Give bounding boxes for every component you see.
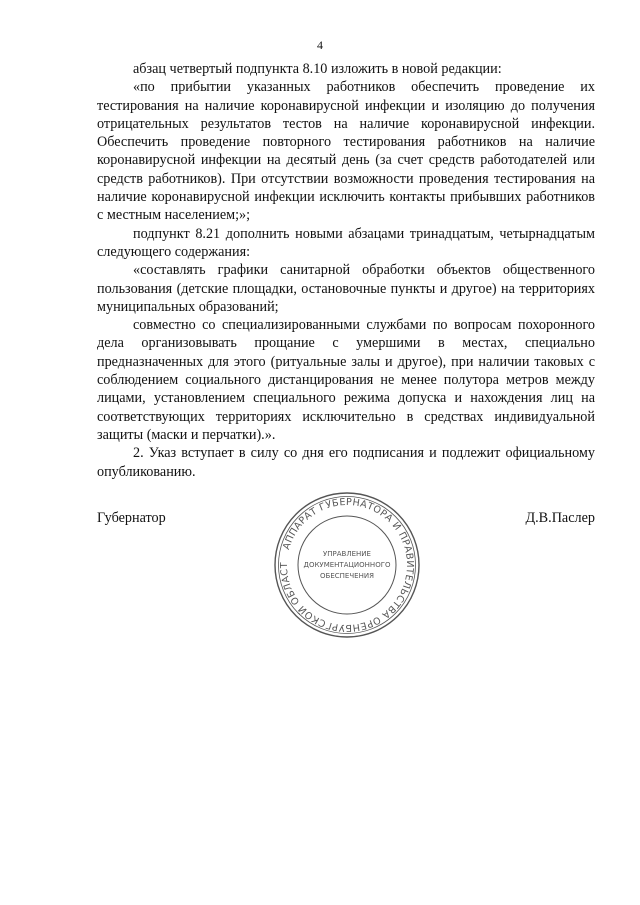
seal-center-line-1: УПРАВЛЕНИЕ	[323, 550, 371, 558]
official-seal	[272, 490, 422, 640]
paragraph-entry-into-force: 2. Указ вступает в силу со дня его подписания и подлежит официальному опубликованию.	[97, 445, 595, 480]
paragraph-sanitation-schedule: «составлять графики санитарной обработки объектов общественного пользования (детские площадки, остановочные пункты и другое) на территориях муниципальных образований;	[97, 262, 595, 315]
seal-graphic	[272, 490, 422, 640]
paragraph-amend-8-21: подпункт 8.21 дополнить новыми абзацами тринадцатым, четырнадцатым следующего содержания:	[97, 225, 595, 260]
signer-name: Д.В.Паслер	[525, 510, 595, 526]
seal-center-line-3: ОБЕСПЕЧЕНИЯ	[320, 572, 374, 580]
signer-position: Губернатор	[97, 510, 166, 526]
seal-ring-text: АППАРАТ ГУБЕРНАТОРА И ПРАВИТЕЛЬСТВА ОРЕНБУРГСКОЙ ОБЛАСТ	[278, 496, 416, 634]
seal-center-line-2: ДОКУМЕНТАЦИОННОГО	[303, 561, 391, 569]
paragraph-funeral-procedures: совместно со специализированными службами по вопросам похоронного дела организовывать прощание с умершими в местах, специально предназначенных для этого (ритуальные залы и другое), при наличии таковых с соблюдением социального дистанцирования не менее полутора метров между лицами, установлением специального режима допуска и нахождения лиц на соответствующих территориях исключительно в средствах индивидуальной защиты (маски и перчатки).».	[97, 317, 595, 443]
paragraph-amend-8-10: абзац четвертый подпункта 8.10 изложить в новой редакции:	[133, 61, 502, 77]
paragraph-testing-text: «по прибытии указанных работников обеспечить проведение их тестирования на наличие коронавирусной инфекции и изоляцию до получения отрицательных результатов тестов на наличие коронавирусной инфекции. Обеспечить проведение повторного тестирования работников на наличие коронавирусной инфекции на десятый день (за счет средств работодателей или средств работников). При отсутствии возможности проведения тестирования на наличие коронавирусной инфекции исключить контакты прибывших работников с местным населением;»;	[97, 79, 595, 224]
page-number: 4	[317, 38, 323, 52]
document-body	[97, 60, 595, 481]
